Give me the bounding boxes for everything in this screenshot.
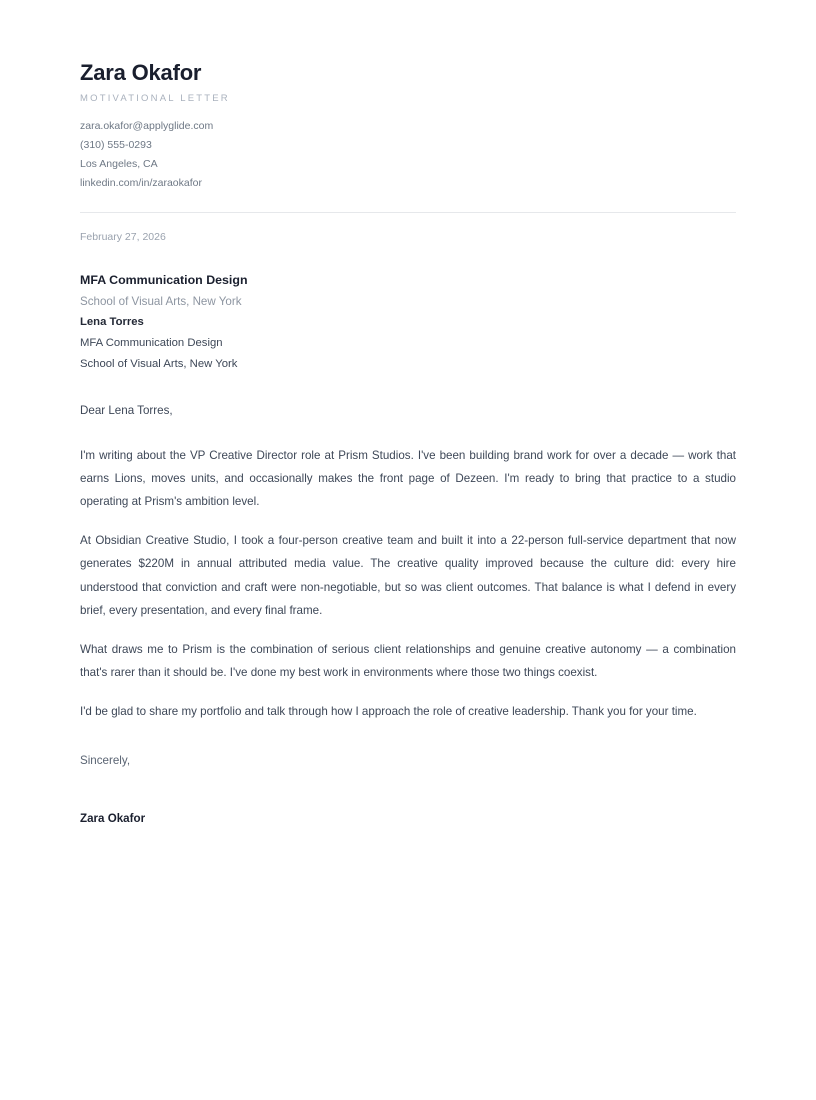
recipient-block — [80, 270, 736, 375]
contact-email[interactable]: zara.okafor@applyglide.com — [80, 120, 214, 133]
recipient-contact-institution: School of Visual Arts, New York — [80, 358, 238, 371]
recipient-name: Lena Torres — [80, 316, 144, 329]
letter-paragraph-1: I'm writing about the VP Creative Director role at Prism Studios. I've been building brand work for over a decade — work that earns Lions, moves units, and occasionally makes the front page of Dezeen. I'm ready to bring that practice to a studio operating at Prism's ambition level. — [80, 448, 736, 508]
contact-location: Los Angeles, CA — [80, 157, 158, 170]
document-type-label: MOTIVATIONAL LETTER — [80, 92, 230, 104]
letter-greeting: Dear Lena Torres, — [80, 404, 173, 418]
recipient-program: MFA Communication Design — [80, 273, 248, 288]
contact-phone[interactable]: (310) 555-0293 — [80, 139, 152, 152]
signature-name: Zara Okafor — [80, 811, 146, 825]
letter-date: February 27, 2026 — [80, 230, 166, 243]
recipient-institution: School of Visual Arts, New York — [80, 295, 242, 309]
letter-signoff — [80, 752, 736, 828]
letter-document — [80, 56, 736, 827]
letter-paragraph-4: I'd be glad to share my portfolio and talk through how I approach the role of creative leadership. Thank you for your time. — [80, 705, 697, 719]
closing-salutation: Sincerely, — [80, 753, 131, 767]
letter-paragraph-3: What draws me to Prism is the combination of serious client relationships and genuine creative autonomy — a combination that's rarer than it should be. I've done my best work in environments where those two things coexist. — [80, 642, 736, 680]
letter-body — [80, 402, 736, 723]
letter-header — [80, 56, 736, 193]
header-divider — [80, 212, 736, 213]
contact-linkedin[interactable]: linkedin.com/in/zaraokafor — [80, 176, 202, 189]
page-title: Zara Okafor — [80, 60, 202, 85]
contact-info-list — [80, 117, 736, 192]
recipient-contact-program: MFA Communication Design — [80, 337, 223, 350]
letter-paragraph-2: At Obsidian Creative Studio, I took a four-person creative team and built it into a 22-person full-service department that now generates $220M in annual attributed media value. The creative quality improved because the culture did: every hire understood that conviction and craft were non-negotiable, but so was client outcomes. That balance is what I defend in every brief, every presentation, and every final frame. — [80, 534, 736, 617]
